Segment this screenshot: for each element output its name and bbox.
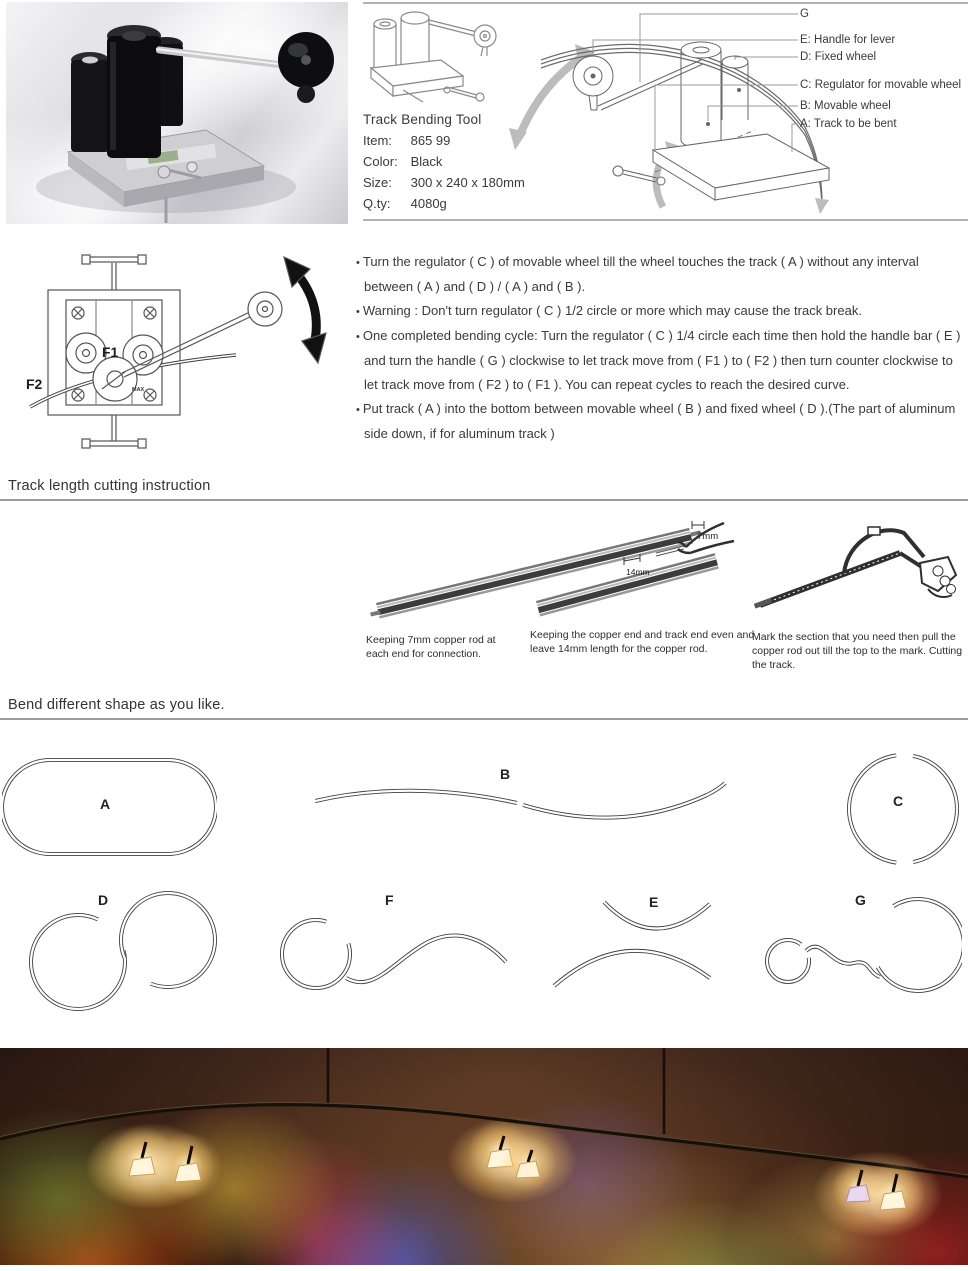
spec-label: Q.ty: (363, 196, 391, 211)
track-spotlights (108, 1120, 925, 1226)
f2-label: F2 (26, 376, 43, 392)
part-label-g: G (800, 8, 809, 20)
dim-7mm: 7mm (697, 531, 718, 542)
divider-under-top-section (363, 219, 968, 221)
shape-b-label: B (500, 766, 511, 782)
shapes-section-heading: Bend different shape as you like. (0, 697, 968, 720)
instruction-item: • Put track ( A ) into the bottom between movable wheel ( B ) and fixed wheel ( D ).(The part of aluminum side down, if for aluminum track ) (356, 397, 968, 446)
application-photo (0, 1048, 968, 1265)
spec-label: Item: (363, 133, 392, 148)
spec-value: 4080g (410, 196, 447, 211)
spec-qty (363, 196, 447, 211)
shape-f-art (276, 896, 510, 998)
f1-label: F1 (102, 344, 119, 360)
spec-size (363, 175, 525, 190)
spec-value: 865 99 (410, 133, 451, 148)
shape-c-art (845, 751, 961, 867)
spec-item (363, 133, 450, 148)
bending-cycle-diagram (22, 243, 357, 458)
max-note: MAX (132, 387, 145, 393)
shape-d-art (18, 888, 232, 1014)
shape-c-label: C (893, 793, 904, 809)
cutting-step2-art (528, 505, 744, 625)
part-label-d: D: Fixed wheel (800, 51, 877, 63)
parts-diagram-art (505, 2, 968, 218)
cutting-step2-caption: Keeping the copper end and track end even and leave 14mm length for the copper rod. (530, 629, 755, 655)
shape-b-art (315, 763, 727, 825)
product-photo-art (6, 2, 348, 224)
shape-d-label: D (98, 892, 109, 908)
spec-label: Size: (363, 175, 392, 190)
usage-instructions (356, 250, 968, 446)
cutting-step1-caption: Keeping 7mm copper rod at each end for connection. (366, 634, 496, 660)
cutting-step3-caption: Mark the section that you need then pull the copper rod out till the top to the mark. Cutting the track. (752, 631, 963, 671)
bending-cycle-art (22, 243, 357, 458)
shape-g-label: G (855, 892, 866, 908)
shape-e-art (548, 896, 720, 994)
product-photo (6, 2, 348, 224)
instruction-item: • One completed bending cycle: Turn the regulator ( C ) 1/4 circle each time then hold the handle bar ( E ) and turn the handle ( G ) clockwise to let track move from ( F1 ) to ( F2 ) then turn counter clockwise to let track move from ( F2 ) to ( F1 ). You can repeat cycles to reach the desired curve. (356, 324, 968, 397)
spec-label: Color: (363, 154, 398, 169)
part-label-a: A: Track to be bent (800, 118, 897, 130)
shape-f-label: F (385, 892, 394, 908)
shape-e-label: E (649, 894, 659, 910)
cutting-step3-art (752, 505, 964, 625)
instruction-item: • Warning : Don't turn regulator ( C ) 1/2 circle or more which may cause the track break. (356, 299, 968, 324)
cutting-section-heading: Track length cutting instruction (0, 478, 968, 501)
parts-diagram (505, 2, 968, 218)
dim-14mm: 14mm (626, 567, 650, 577)
part-label-b: B: Movable wheel (800, 100, 891, 112)
product-name: Track Bending Tool (363, 112, 482, 127)
shape-a-label: A (100, 796, 111, 812)
spec-color (363, 154, 442, 169)
spec-value: 300 x 240 x 180mm (410, 175, 525, 190)
application-photo-art (0, 1048, 968, 1265)
part-label-e: E: Handle for lever (800, 34, 896, 46)
instruction-item: • Turn the regulator ( C ) of movable wheel till the wheel touches the track ( A ) without any interval between ( A ) and ( D ) / ( A ) and ( B ). (356, 250, 968, 299)
tool-line-drawing (363, 6, 505, 106)
spec-value: Black (410, 154, 443, 169)
part-label-c: C: Regulator for movable wheel (800, 79, 962, 91)
